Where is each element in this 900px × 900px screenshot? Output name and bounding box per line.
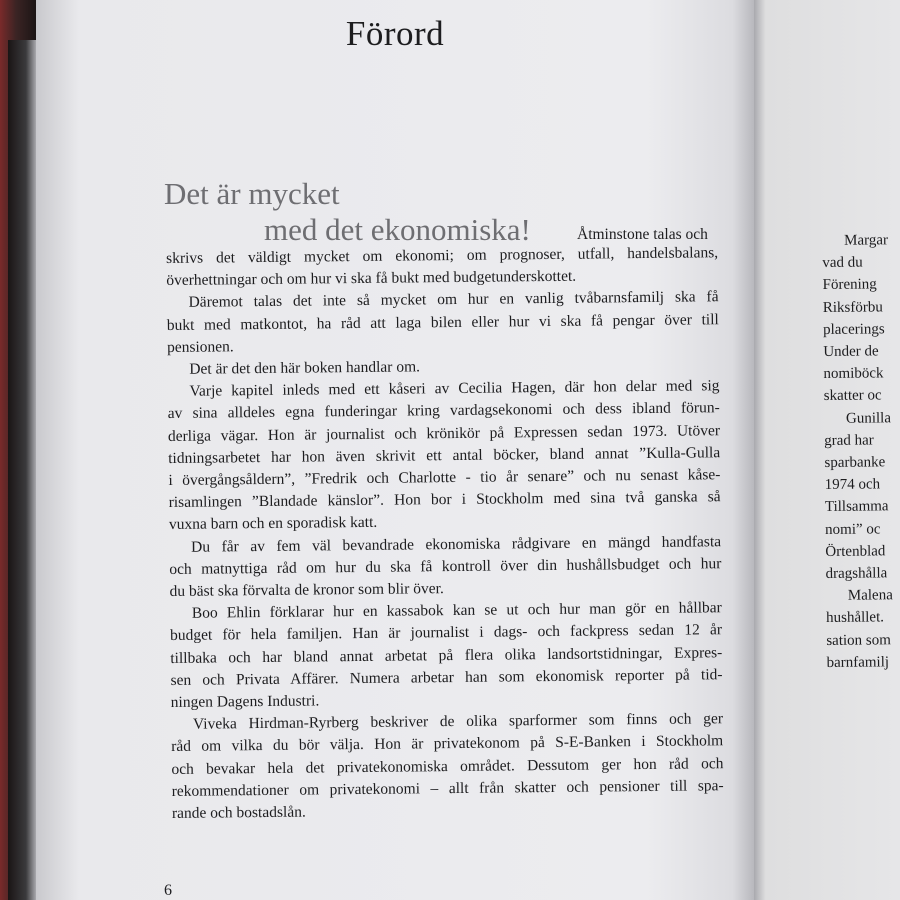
right-page-line: skatter oc	[823, 387, 882, 405]
right-page-line: Förening	[822, 276, 877, 294]
body-line: du bäst ska förvalta de kronor som blir över.	[169, 580, 444, 601]
body-line: sen och Privata Affärer. Numera arbetar han som ekonomisk reporter på tid-	[170, 666, 723, 689]
right-page-line: Margar	[844, 232, 889, 249]
body-line: risamlingen ”Blandade känslor”. Hon bor i Stockholm med sina två ganska så	[168, 488, 721, 512]
body-line: Du får av fem väl bevandrade ekonomiska rådgivare en mängd handfasta	[191, 532, 722, 556]
right-page-line: dragshålla	[825, 565, 888, 583]
body-line: budget för hela familjen. Han är journalist i dags- och fackpress sedan 12 år	[169, 621, 723, 645]
body-line: Boo Ehlin förklarar hur en kassabok kan se ut och hur man gör en hållbar	[191, 599, 722, 622]
body-line: Det är det den här boken handlar om.	[189, 358, 421, 378]
body-line: vuxna barn och en sporadisk katt.	[168, 514, 378, 534]
right-page-line: vad du	[822, 254, 863, 272]
body-line: rekommendationer om privatekonomi – allt från skatter och pensioner till spa-	[171, 777, 724, 800]
right-page-line: Under de	[823, 343, 879, 361]
right-page-line: nomi” oc	[825, 521, 881, 538]
body-line: av sina alldeles egna funderingar kring vardagsekonomi och dess ibland förun-	[167, 399, 720, 423]
right-page-line: Gunilla	[845, 409, 892, 427]
body-line: Viveka Hirdman-Ryrberg beskriver de olika sparformer som finns och ger	[192, 710, 724, 734]
page-number: 6	[164, 882, 172, 899]
body-text	[166, 242, 724, 825]
body-line: pensionen.	[166, 338, 234, 356]
left-page	[36, 0, 754, 900]
body-line: rande och bostadslån.	[171, 803, 306, 823]
body-line: Varje kapitel inleds med ett kåseri av Cecilia Hagen, där hon delar med sig	[189, 377, 720, 400]
right-page-line: 1974 och	[824, 476, 881, 494]
right-page-line: hushållet.	[825, 609, 885, 627]
right-page-line: grad har	[824, 432, 874, 449]
right-page-line: Tillsamma	[824, 498, 889, 516]
body-line: skrivs det väldigt mycket om ekonomi; om prognoser, utfall, handelsbalans,	[166, 244, 719, 267]
lead-line-2: med det ekonomiska!	[264, 212, 531, 247]
body-line: Däremot talas det inte så mycket om hur en vanlig tvåbarnsfamilj ska få	[188, 288, 719, 312]
right-page-line: sparbanke	[824, 454, 886, 472]
right-page-text	[822, 229, 894, 674]
right-page-line: placerings	[822, 321, 885, 338]
right-page-line: Riksförbu	[822, 298, 883, 316]
body-line: ningen Dagens Industri.	[170, 692, 320, 712]
body-line: och bevakar hela det privatekonomiska området. Dessutom ger hon råd och	[171, 754, 724, 778]
body-line: tillbaka och har bland annat arbetat på flera olika landsortstidningar, Expres-	[170, 643, 723, 667]
body-line: bukt med matkontot, ha råd att laga bilen eller hur vi ska få pengar över till	[166, 310, 719, 334]
lead-tail-text: Åtminstone talas och	[577, 226, 708, 243]
body-line: råd om vilka du bör välja. Hon är privatekonom på S-E-Banken i Stockholm	[171, 732, 724, 756]
page-title: Förord	[345, 14, 445, 53]
page-stack-edge	[8, 40, 38, 900]
body-line: överhettningar och om hur vi ska få bukt med budgetunderskottet.	[166, 267, 577, 290]
body-line: och matnyttiga råd om hur du ska få kontroll över din hushållsbudget och hur	[169, 555, 722, 578]
right-page-line: Malena	[847, 587, 893, 604]
right-page-line: Örtenblad	[825, 543, 886, 560]
right-page-line: barnfamilj	[826, 654, 890, 671]
body-line: derliga vägar. Hon är journalist och krönikör på Expressen sedan 1973. Utöver	[167, 421, 721, 445]
right-page-line: sation som	[826, 631, 891, 649]
body-line: tidningsarbetet har hon även skrivit ett antal böcker, bland annat ”Kulla-Gulla	[168, 444, 721, 467]
right-page-line: nomiböck	[823, 365, 884, 383]
body-line: i övergångsåldern”, ”Fredrik och Charlotte - tio år senare” och nu senast kåse-	[168, 466, 721, 490]
lead-line-1: Det är mycket	[164, 176, 340, 211]
right-page	[754, 0, 900, 900]
